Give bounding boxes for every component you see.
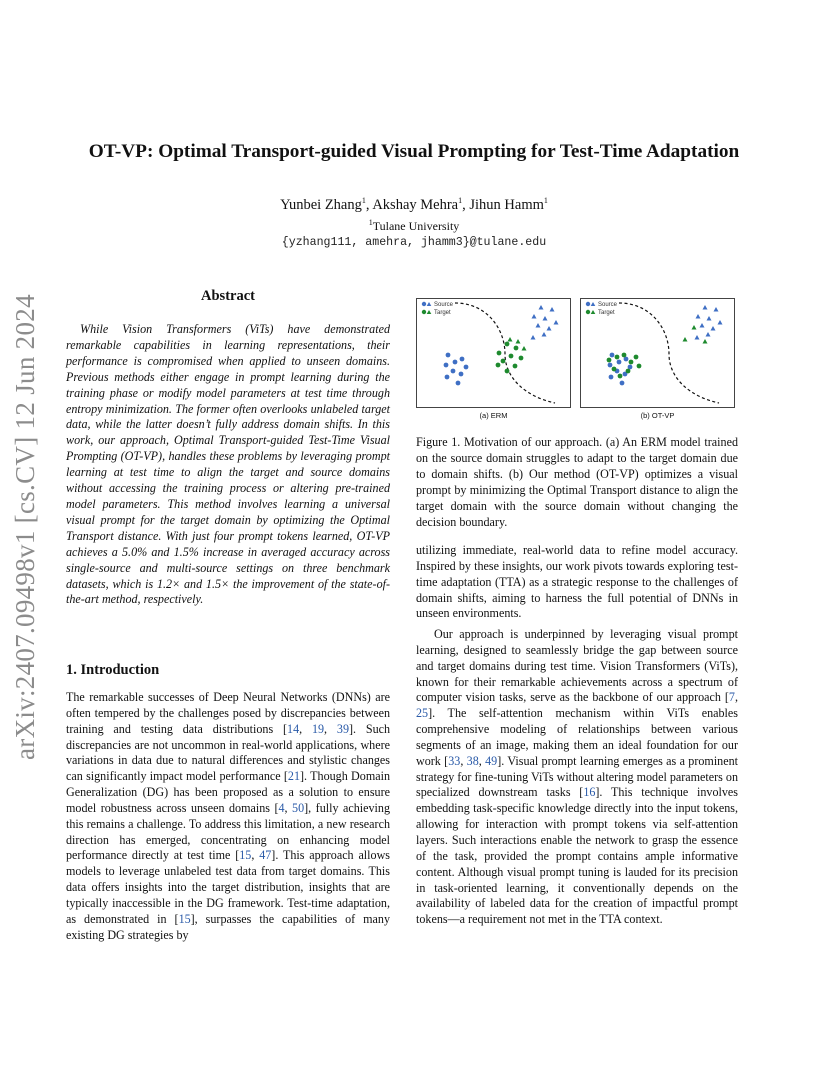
citation-link[interactable]: 47: [259, 848, 272, 863]
citation-link[interactable]: 4: [278, 800, 285, 815]
legend-target-triangle-marker: [591, 310, 596, 314]
figure-panel-ot-vp: [580, 298, 735, 408]
decision-boundary: [619, 303, 719, 403]
figure-1: [416, 298, 738, 424]
citation-link[interactable]: 14: [287, 721, 300, 736]
figure-panel-erm: [416, 298, 571, 408]
citation-link[interactable]: 50: [292, 800, 305, 815]
citation-link[interactable]: 21: [287, 769, 301, 784]
right-column-paragraph: utilizing immediate, real-world data to refine model accuracy. Inspired by these insights, our work pivots towards exploring test-time adaptation (TTA) as a strategic response to the challenges of domain shifts, aiming to harness the full potential of DNNs in unseen environments.: [416, 543, 738, 621]
legend-source-triangle-marker: [591, 302, 596, 306]
abstract-heading: Abstract: [201, 288, 255, 304]
author-list: Yunbei Zhang$^1$, Akshay Mehra$^1$, Jihun Hamm$^1$: [280, 196, 548, 213]
citation-link[interactable]: 25: [416, 706, 429, 721]
citation-link[interactable]: 15: [178, 911, 191, 926]
paper-title: OT-VP: Optimal Transport-guided Visual Prompting for Test-Time Adaptation: [88, 141, 740, 162]
legend-target-circle-marker: [586, 310, 590, 314]
source-triangles: [531, 305, 559, 340]
citation-link[interactable]: 38: [466, 753, 479, 768]
legend-target-triangle-marker: [427, 310, 432, 314]
figure-caption: Figure 1. Motivation of our approach. (a) An ERM model trained on the source domain struggles to adapt to the target domain due to domain shifts. (b) Our method (OT-VP) optimizes a visual prompt by minimizing the Optimal Transport distance to align the target domain with the source domain without changing the decision boundary.: [416, 435, 738, 529]
legend-source-circle-marker: [586, 302, 590, 306]
arxiv-identifier-stamp: arXiv:2407.09498v1 [cs.CV] 12 Jun 2024: [10, 294, 40, 760]
introduction-paragraph: The remarkable successes of Deep Neural Networks (DNNs) are often tempered by the challenges posed by discrepancies between training and testing data distributions [14, 19, 39]. Such discrepancies are not uncommon in real-world applications, where variations in data due to natural differences and stylistic changes can significantly impact model performance [21]. Though Domain Generalization (DG) has been proposed as a solution to ensure model robustness across unseen domains [4, 50], fully achieving this remains a challenge. To address this limitation, a new research direction has emerged, concentrating on enhancing model performance directly at test time [15, 47]. This approach allows models to leverage unlabeled test data from target domains. This data offers insights into the target distribution, insights that are typically inaccessible in the DG framework. Test-time adaptation, as demonstrated in [15], surpasses the capabilities of many existing DG strategies by: [66, 690, 391, 942]
citation-link[interactable]: 39: [336, 721, 349, 736]
citation-link[interactable]: 33: [448, 753, 461, 768]
erm-scatter-plot: [417, 299, 570, 407]
author-emails: {yzhang111, amehra, jhamm3}@tulane.edu: [281, 236, 547, 249]
citation-link[interactable]: 15: [239, 848, 252, 863]
legend-source-triangle-marker: [427, 302, 432, 306]
citation-link[interactable]: 16: [583, 785, 596, 800]
source-circles: [444, 353, 469, 386]
legend-source-label: Source: [434, 302, 454, 308]
citation-link[interactable]: 19: [311, 721, 325, 736]
citation-link[interactable]: 7: [728, 690, 735, 705]
section-heading-introduction: 1. Introduction: [66, 662, 160, 678]
source-triangles: [695, 305, 723, 340]
right-column-paragraph: Our approach is underpinned by leveraging visual prompt learning, designed to seamlessly bridge the gap between source and target domains during test time. Vision Transformers (ViTs), known for their remarkable achievements across a spectrum of computer vision tasks, serve as the backbone of our approach [7, 25]. The self-attention mechanism within ViTs enables comprehensive modeling of relationships between various segments of an image, making them an ideal foundation for our work [33, 38, 49]. Visual prompt learning emerges as a prominent strategy for fine-tuning ViTs without altering model parameters on specialized downstream tasks [16]. This technique involves embedding task-specific knowledge directly into the input tokens, allowing for interaction with prompt tokens via self-attention layers. Such interactions enable the network to grasp the essence of the task, provided the prompt contains ample informative content. Although visual prompt tuning is lauded for its precision in task-oriented learning, it conventionally depends on the availability of labeled data for the creation of impactful prompt tokens—a requirement not met in the TTA context.: [416, 627, 739, 927]
decision-boundary: [455, 303, 555, 403]
ot-vp-scatter-plot: [581, 299, 734, 407]
legend-target-label: Target: [434, 310, 451, 316]
abstract-body: While Vision Transformers (ViTs) have demonstrated remarkable capabilities in learning representations, their performance is compromised when applied to unseen domains. Previous methods either engage in prompt learning during the training phase or modify model parameters at test time through entropy minimization. The former often overlooks unlabeled target data, while the latter doesn’t fully address domain shifts. In this work, our approach, Optimal Transport-guided Test-Time Visual Prompting (OT-VP), handles these problems by leveraging prompt learning at test time to align the target and source domains without accessing the training process or altering pre-trained model parameters. This method involves learning a universal visual prompt for the target domain by optimizing the Optimal Transport distance. With just four prompt tokens learned, OT-VP achieves a 5.0% and 1.5% increase in averaged accuracy across single-source and multi-source settings on three benchmark datasets, which is 1.2× and 1.5× the improvement of the state-of-the-art method, respectively.: [66, 322, 390, 607]
citation-link[interactable]: 49: [485, 753, 498, 768]
author-name: Yunbei Zhang: [280, 196, 362, 213]
target-triangles: [683, 325, 708, 344]
target-circles: [496, 342, 524, 374]
legend-target-circle-marker: [422, 310, 426, 314]
affiliation-marker: 1: [361, 196, 366, 205]
affiliation-marker: 1: [543, 196, 548, 205]
legend-target-label: Target: [598, 310, 615, 316]
author-name: Akshay Mehra: [372, 196, 459, 213]
legend-source-circle-marker: [422, 302, 426, 306]
figure-panel-label-b: (b) OT-VP: [640, 411, 675, 420]
affiliation: $^1$Tulane University: [368, 218, 460, 233]
figure-panel-label-a: (a) ERM: [479, 411, 508, 420]
author-name: Jihun Hamm: [469, 196, 544, 213]
affiliation-marker: 1: [458, 196, 463, 205]
legend-source-label: Source: [598, 302, 618, 308]
